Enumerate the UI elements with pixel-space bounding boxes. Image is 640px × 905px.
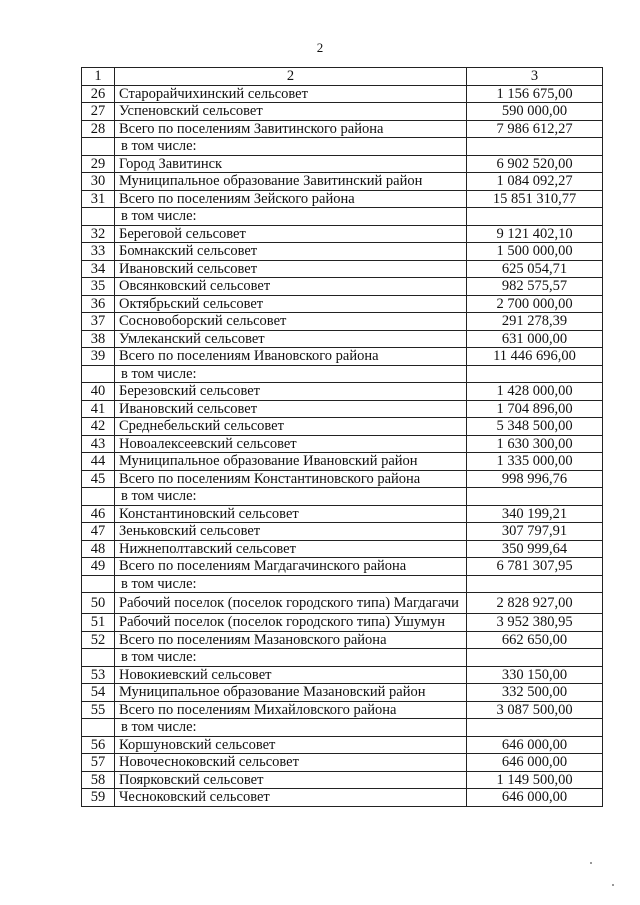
table-row <box>82 649 603 667</box>
row-number: 33 <box>82 243 115 261</box>
row-name: Муниципальное образование Завитинский район <box>115 173 467 191</box>
table-row <box>82 435 603 453</box>
row-number: 57 <box>82 754 115 772</box>
row-number: 53 <box>82 666 115 684</box>
row-amount: 646 000,00 <box>467 754 603 772</box>
row-name: Успеновский сельсовет <box>115 103 467 121</box>
row-amount: 998 996,76 <box>467 470 603 488</box>
row-number: 41 <box>82 400 115 418</box>
row-name: Чесноковский сельсовет <box>115 789 467 807</box>
table-row <box>82 190 603 208</box>
row-number: 39 <box>82 348 115 366</box>
table-row <box>82 453 603 471</box>
row-amount: 7 986 612,27 <box>467 120 603 138</box>
row-amount: 1 704 896,00 <box>467 400 603 418</box>
table-row <box>82 383 603 401</box>
table-row <box>82 789 603 807</box>
row-name: Всего по поселениям Завитинского района <box>115 120 467 138</box>
row-name: в том числе: <box>115 365 467 383</box>
row-amount: 6 781 307,95 <box>467 558 603 576</box>
row-name: Всего по поселениям Зейского района <box>115 190 467 208</box>
row-number: 40 <box>82 383 115 401</box>
table-row <box>82 684 603 702</box>
row-number: 38 <box>82 330 115 348</box>
row-amount <box>467 649 603 667</box>
row-number: 47 <box>82 523 115 541</box>
row-amount: 350 999,64 <box>467 540 603 558</box>
row-name: Старорайчихинский сельсовет <box>115 85 467 103</box>
row-number: 26 <box>82 85 115 103</box>
row-number <box>82 649 115 667</box>
row-name: Всего по поселениям Михайловского района <box>115 701 467 719</box>
header-col-1: 1 <box>82 68 115 86</box>
row-amount: 291 278,39 <box>467 313 603 331</box>
table-row <box>82 155 603 173</box>
table-row <box>82 736 603 754</box>
table-row <box>82 575 603 593</box>
row-number: 35 <box>82 278 115 296</box>
row-number: 51 <box>82 614 115 632</box>
table-row <box>82 701 603 719</box>
table-row <box>82 120 603 138</box>
row-number: 31 <box>82 190 115 208</box>
table-body <box>82 85 603 806</box>
scan-speck <box>612 884 614 886</box>
table-row <box>82 348 603 366</box>
row-name: Всего по поселениям Магдагачинского района <box>115 558 467 576</box>
row-amount: 646 000,00 <box>467 789 603 807</box>
row-name: Березовский сельсовет <box>115 383 467 401</box>
row-name: Всего по поселениям Мазановского района <box>115 631 467 649</box>
table-row <box>82 173 603 191</box>
row-amount: 5 348 500,00 <box>467 418 603 436</box>
table-row <box>82 418 603 436</box>
row-amount: 1 335 000,00 <box>467 453 603 471</box>
row-number: 28 <box>82 120 115 138</box>
row-name: Рабочий поселок (поселок городского типа) Ушумун <box>115 614 467 632</box>
row-name: Ивановский сельсовет <box>115 260 467 278</box>
row-amount: 1 428 000,00 <box>467 383 603 401</box>
row-amount: 2 828 927,00 <box>467 593 603 614</box>
row-amount <box>467 575 603 593</box>
row-name: Октябрьский сельсовет <box>115 295 467 313</box>
table-row <box>82 85 603 103</box>
row-number: 56 <box>82 736 115 754</box>
row-amount <box>467 719 603 737</box>
header-row <box>82 68 603 86</box>
row-name: Зеньковский сельсовет <box>115 523 467 541</box>
row-amount: 9 121 402,10 <box>467 225 603 243</box>
row-name: в том числе: <box>115 488 467 506</box>
row-number <box>82 719 115 737</box>
row-name: Всего по поселениям Ивановского района <box>115 348 467 366</box>
table-row <box>82 666 603 684</box>
table-row <box>82 365 603 383</box>
table-row <box>82 103 603 121</box>
row-number: 30 <box>82 173 115 191</box>
row-amount: 340 199,21 <box>467 505 603 523</box>
row-name: Поярковский сельсовет <box>115 771 467 789</box>
table-row <box>82 614 603 632</box>
row-number <box>82 488 115 506</box>
table-row <box>82 754 603 772</box>
table-row <box>82 523 603 541</box>
table-row <box>82 330 603 348</box>
row-amount: 590 000,00 <box>467 103 603 121</box>
table-row <box>82 505 603 523</box>
row-amount: 3 952 380,95 <box>467 614 603 632</box>
row-name: Ивановский сельсовет <box>115 400 467 418</box>
row-name: Умлеканский сельсовет <box>115 330 467 348</box>
row-name: Среднебельский сельсовет <box>115 418 467 436</box>
row-number <box>82 138 115 156</box>
row-amount: 1 630 300,00 <box>467 435 603 453</box>
row-amount: 646 000,00 <box>467 736 603 754</box>
row-name: Новочесноковский сельсовет <box>115 754 467 772</box>
row-number: 27 <box>82 103 115 121</box>
row-number: 42 <box>82 418 115 436</box>
row-amount: 982 575,57 <box>467 278 603 296</box>
scan-speck <box>590 862 592 864</box>
header-col-3: 3 <box>467 68 603 86</box>
row-number: 58 <box>82 771 115 789</box>
row-amount <box>467 138 603 156</box>
row-amount: 662 650,00 <box>467 631 603 649</box>
row-name: Всего по поселениям Константиновского района <box>115 470 467 488</box>
table-row <box>82 313 603 331</box>
row-name: Бомнакский сельсовет <box>115 243 467 261</box>
row-name: Сосновоборский сельсовет <box>115 313 467 331</box>
row-number: 34 <box>82 260 115 278</box>
table-row <box>82 225 603 243</box>
table-row <box>82 593 603 614</box>
table-row <box>82 138 603 156</box>
row-number <box>82 365 115 383</box>
row-number: 59 <box>82 789 115 807</box>
row-amount: 1 156 675,00 <box>467 85 603 103</box>
row-amount: 3 087 500,00 <box>467 701 603 719</box>
page-number: 2 <box>316 40 324 55</box>
row-amount: 631 000,00 <box>467 330 603 348</box>
table-row <box>82 631 603 649</box>
row-name: Муниципальное образование Мазановский район <box>115 684 467 702</box>
table-row <box>82 540 603 558</box>
row-number: 44 <box>82 453 115 471</box>
row-name: Константиновский сельсовет <box>115 505 467 523</box>
row-number: 52 <box>82 631 115 649</box>
row-number: 48 <box>82 540 115 558</box>
row-number: 50 <box>82 593 115 614</box>
row-amount <box>467 488 603 506</box>
table-row <box>82 470 603 488</box>
row-amount: 1 149 500,00 <box>467 771 603 789</box>
row-name: в том числе: <box>115 138 467 156</box>
table-row <box>82 771 603 789</box>
row-amount <box>467 365 603 383</box>
table-row <box>82 400 603 418</box>
row-number: 32 <box>82 225 115 243</box>
row-name: Новокиевский сельсовет <box>115 666 467 684</box>
table-row <box>82 488 603 506</box>
row-amount: 625 054,71 <box>467 260 603 278</box>
row-number: 37 <box>82 313 115 331</box>
table-row <box>82 243 603 261</box>
row-number: 49 <box>82 558 115 576</box>
row-amount: 11 446 696,00 <box>467 348 603 366</box>
table-row <box>82 278 603 296</box>
row-amount: 307 797,91 <box>467 523 603 541</box>
row-number: 29 <box>82 155 115 173</box>
row-number <box>82 575 115 593</box>
row-amount: 1 084 092,27 <box>467 173 603 191</box>
header-col-2: 2 <box>115 68 467 86</box>
row-amount: 15 851 310,77 <box>467 190 603 208</box>
row-number: 46 <box>82 505 115 523</box>
row-amount: 6 902 520,00 <box>467 155 603 173</box>
row-number: 43 <box>82 435 115 453</box>
row-name: в том числе: <box>115 649 467 667</box>
row-name: в том числе: <box>115 575 467 593</box>
allocation-table <box>81 67 603 807</box>
row-number: 36 <box>82 295 115 313</box>
row-name: Город Завитинск <box>115 155 467 173</box>
row-name: Новоалексеевский сельсовет <box>115 435 467 453</box>
row-amount: 330 150,00 <box>467 666 603 684</box>
row-name: в том числе: <box>115 208 467 226</box>
row-amount <box>467 208 603 226</box>
row-number: 54 <box>82 684 115 702</box>
row-name: Нижнеполтавский сельсовет <box>115 540 467 558</box>
table-row <box>82 558 603 576</box>
row-number: 45 <box>82 470 115 488</box>
row-amount: 332 500,00 <box>467 684 603 702</box>
table-row <box>82 719 603 737</box>
table-row <box>82 260 603 278</box>
table-row <box>82 295 603 313</box>
row-name: Рабочий поселок (поселок городского типа) Магдагачи <box>115 593 467 614</box>
row-name: Овсянковский сельсовет <box>115 278 467 296</box>
row-amount: 1 500 000,00 <box>467 243 603 261</box>
row-number: 55 <box>82 701 115 719</box>
row-name: Коршуновский сельсовет <box>115 736 467 754</box>
table-row <box>82 208 603 226</box>
row-number <box>82 208 115 226</box>
row-amount: 2 700 000,00 <box>467 295 603 313</box>
row-name: Береговой сельсовет <box>115 225 467 243</box>
row-name: Муниципальное образование Ивановский район <box>115 453 467 471</box>
row-name: в том числе: <box>115 719 467 737</box>
